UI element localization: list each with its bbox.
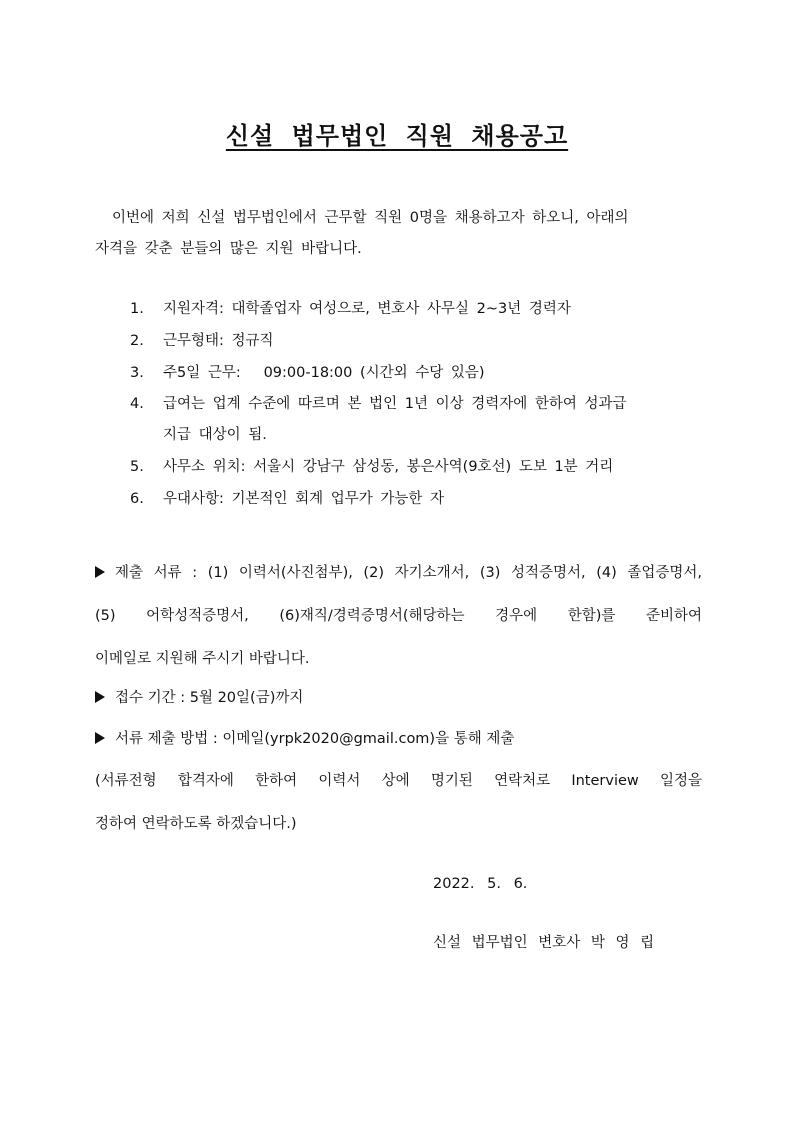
list-item-text: 주5일 근무: 09:00-18:00 (시간외 수당 있음) (163, 365, 485, 381)
note-line-2: 정하여 연락하도록 하겠습니다.) (95, 816, 297, 832)
list-item (130, 483, 705, 515)
triangle-bullet-icon (95, 691, 105, 703)
list-item-number: 5. (130, 459, 144, 475)
list-item (130, 451, 705, 483)
submission-documents (95, 552, 702, 681)
list-item-text: 급여는 업계 수준에 따르며 본 법인 1년 이상 경력자에 한하여 성과급 (163, 396, 627, 412)
list-item-text: 사무소 위치: 서울시 강남구 삼성동, 봉은사역(9호선) 도보 1분 거리 (163, 459, 614, 475)
list-item (130, 357, 705, 389)
period-text: 접수 기간 : 5월 20일(금)까지 (115, 690, 304, 706)
intro-paragraph (95, 203, 700, 265)
submission-method (95, 718, 702, 761)
list-item-number: 4. (130, 396, 144, 412)
list-item (130, 389, 705, 451)
triangle-bullet-icon (95, 732, 105, 744)
list-item-number: 6. (130, 491, 144, 507)
requirements-list (130, 293, 705, 515)
title-text: 신설 법무법인 직원 채용공고 (225, 122, 569, 150)
method-text: 서류 제출 방법 : 이메일(yrpk2020@gmail.com)을 통해 제출 (115, 731, 515, 747)
note-line-1: (서류전형 합격자에 한하여 이력서 상에 명기된 연락처로 Interview 일정을 (95, 773, 702, 789)
intro-line-2: 자격을 갖춘 분들의 많은 지원 바랍니다. (95, 241, 362, 257)
intro-line-1: 이번에 저희 신설 법무법인에서 근무할 직원 0명을 채용하고자 하오니, 아래의 (112, 210, 629, 226)
documents-line-1: 제출 서류 : (1) 이력서(사진첨부), (2) 자기소개서, (3) 성적증명서, (4) 졸업증명서, (115, 565, 702, 581)
list-item-number: 2. (130, 333, 144, 349)
list-item (130, 325, 705, 357)
list-item-text: 근무형태: 정규직 (163, 333, 274, 349)
signature: 신설 법무법인 변호사 박 영 립 (433, 935, 655, 951)
submission-period (95, 677, 702, 720)
list-item-text-continued: 지급 대상이 됨. (163, 427, 267, 443)
documents-line-3: 이메일로 지원해 주시기 바랍니다. (95, 651, 310, 667)
list-item-text: 지원자격: 대학졸업자 여성으로, 변호사 사무실 2~3년 경력자 (163, 301, 571, 317)
screening-note (95, 760, 702, 846)
document-title (0, 118, 794, 154)
documents-line-2: (5) 어학성적증명서, (6)재직/경력증명서(해당하는 경우에 한함)를 준비하여 (95, 608, 702, 624)
list-item-text: 우대사항: 기본적인 회계 업무가 가능한 자 (163, 491, 445, 507)
list-item-number: 3. (130, 365, 144, 381)
list-item-number: 1. (130, 301, 144, 317)
list-item (130, 293, 705, 325)
document-date: 2022. 5. 6. (433, 876, 528, 892)
triangle-bullet-icon (95, 566, 105, 578)
